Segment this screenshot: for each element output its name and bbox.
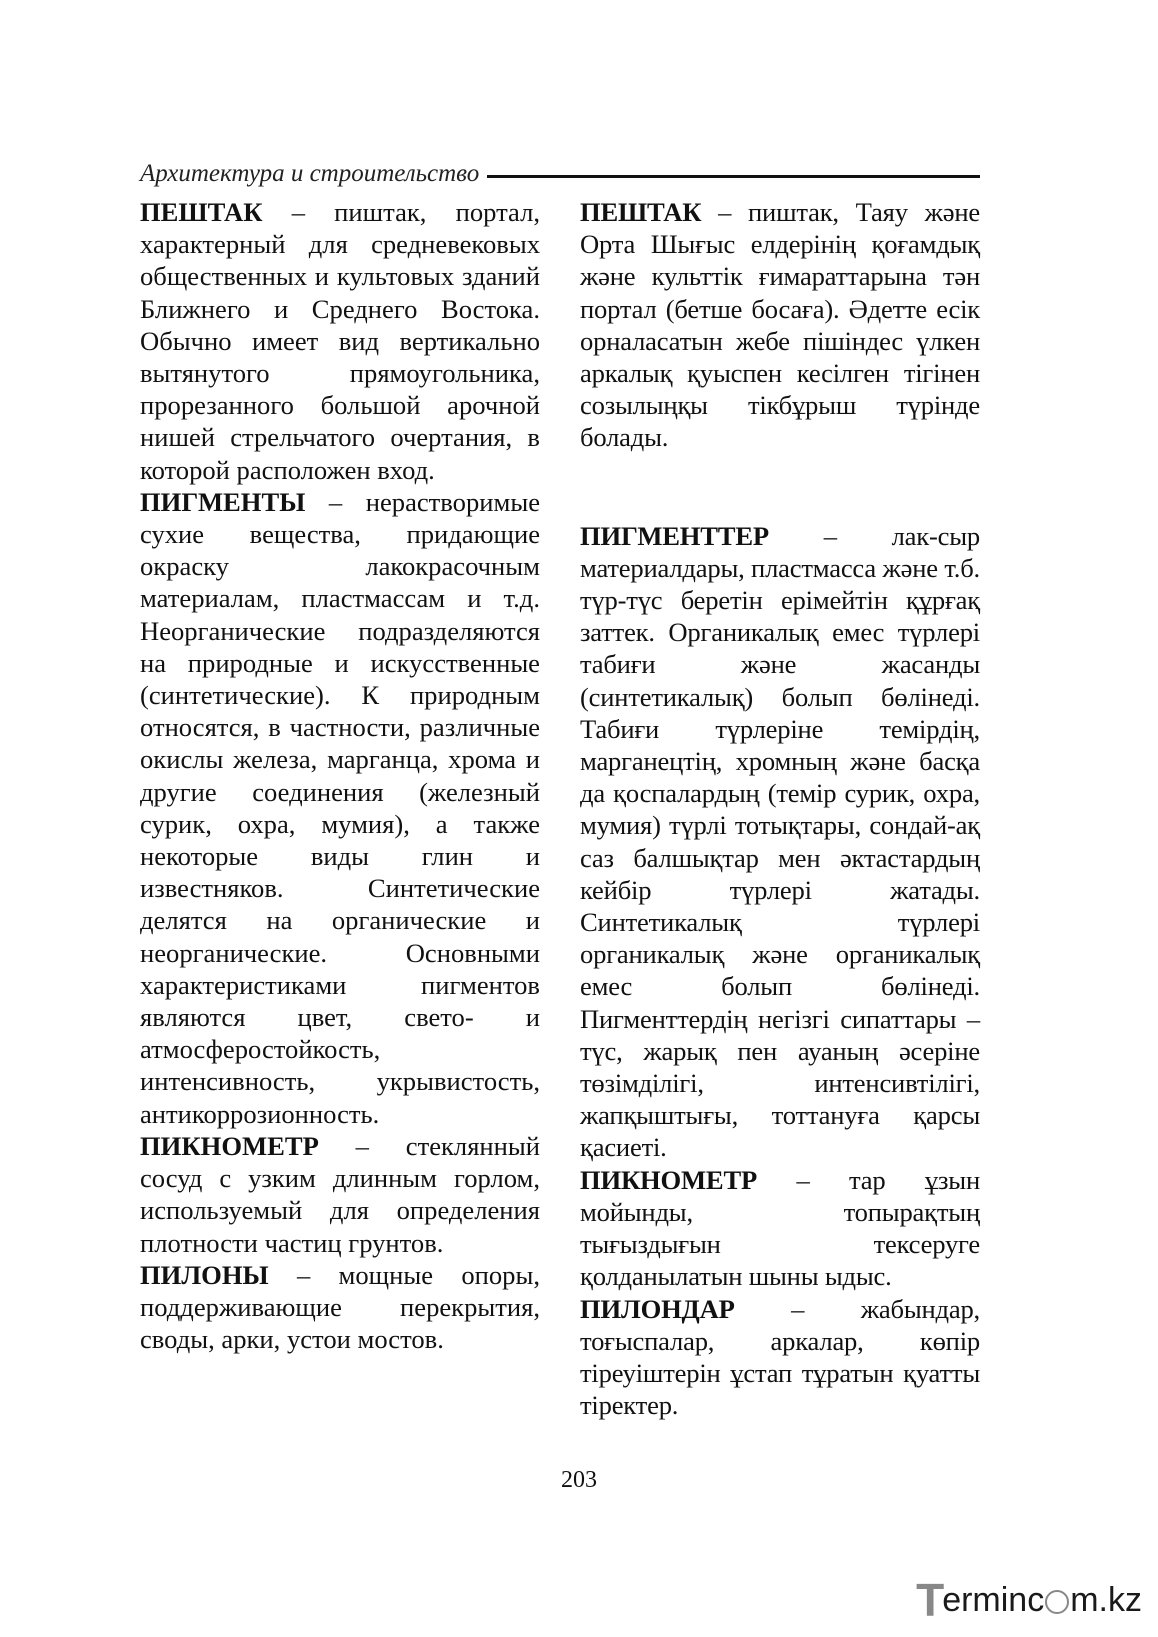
entry-definition: – мощные опоры, поддерживающие перекрытия, своды, арки, устои мостов. (140, 1259, 540, 1355)
watermark-logo-t: T (916, 1574, 945, 1626)
kazakh-column (580, 196, 980, 1421)
entry-term: ПИГМЕНТТЕР (580, 520, 769, 551)
entry-definition: – пиштак, Таяу және Орта Шығыс елдерінің қоғамдық және культтік ғимараттарына тән портал (бетше босаға). Әдетте есік орналасатын жебе пішіндес үлкен аркалық қуыспен кесілген тігінен созылыңқы тікбұрыш түрінде болады. (580, 197, 980, 453)
header-rule (487, 175, 980, 178)
entry-pigmenty-ru (140, 486, 540, 1130)
entry-peshtak-ru (140, 196, 540, 486)
entry-term: ПИГМЕНТЫ (140, 486, 306, 517)
entry-term: ПИЛОНЫ (140, 1259, 269, 1290)
termincom-watermark-logo (916, 1573, 1142, 1627)
entry-term: ПИКНОМЕТР (140, 1130, 319, 1161)
entry-definition: – жабындар, тоғыспалар, аркалар, көпір тіреуіштерін ұстап тұратын қуатты тіректер. (580, 1293, 980, 1421)
watermark-text-part1: erminc (942, 1580, 1045, 1619)
running-title: Архитектура и строительство (140, 160, 480, 187)
entry-peshtak-kz (580, 196, 980, 454)
entry-pigmentter-kz (580, 520, 980, 1164)
entry-term: ПИКНОМЕТР (580, 1164, 758, 1195)
watermark-text-part2: m.kz (1070, 1580, 1142, 1619)
running-header (140, 160, 980, 188)
page-number: 203 (561, 1467, 597, 1493)
entry-definition: – нерастворимые сухие вещества, придающие окраску лакокрасочным материалам, пластмассам и т.д. Неорганические подразделяются на природные и искусственные (синтетические). К природным относятся, в частности, различные окислы железа, марганца, хрома и другие соединения (железный сурик, охра, мумия), а также некоторые виды глин и известняков. Синтетические делятся на органические и неорганические. Основными характеристиками пигментов являются цвет, свето- и атмосферостойкость, интенсивность, укрывистость, антикоррозионность. (140, 486, 540, 1129)
magnifier-icon (1045, 1590, 1069, 1614)
entry-piknometr-ru (140, 1130, 540, 1259)
entry-term: ПЕШТАК (580, 197, 702, 227)
entry-definition: – стеклянный сосуд с узким длинным горлом, используемый для определения плотности частиц грунтов. (140, 1130, 540, 1258)
russian-column (140, 196, 540, 1355)
entry-pilondar-kz (580, 1293, 980, 1422)
entry-piknometr-kz (580, 1164, 980, 1293)
entry-term: ПЕШТАК (140, 197, 263, 227)
column-spacer (580, 454, 980, 520)
entry-definition: – лак-сыр материалдары, пластмасса және т.б. түр-түс беретін ерімейтін құрғақ заттек. Органикалық емес түрлері табиғи және жасанды (синтетикалық) болып бөлінеді. Табиғи түрлеріне темірдің, марганецтің, хромның және басқа да қоспалардың (темір сурик, охра, мумия) түрлі тотықтары, сондай-ақ саз балшықтар мен әктастардың кейбір түрлері жатады. Синтетикалық түрлері органикалық және органикалық емес болып бөлінеді. Пигменттердің негізгі сипаттары – түс, жарық пен ауаның әсеріне төзімділігі, интенсивтілігі, жапқыштығы, тоттануға қарсы қасиеті. (580, 520, 980, 1163)
entry-definition: – тар ұзын мойынды, топырақтың тығыздығын тексеруге қолданылатын шыны ыдыс. (580, 1164, 980, 1292)
entry-term: ПИЛОНДАР (580, 1293, 735, 1324)
entry-pilony-ru (140, 1259, 540, 1356)
entry-definition: – пиштак, портал, характерный для средневековых общественных и культовых зданий Ближнего и Среднего Востока. Обычно имеет вид вертикально вытянутого прямоугольника, прорезанного большой арочной нишей стрельчатого очертания, в которой расположен вход. (140, 197, 540, 485)
